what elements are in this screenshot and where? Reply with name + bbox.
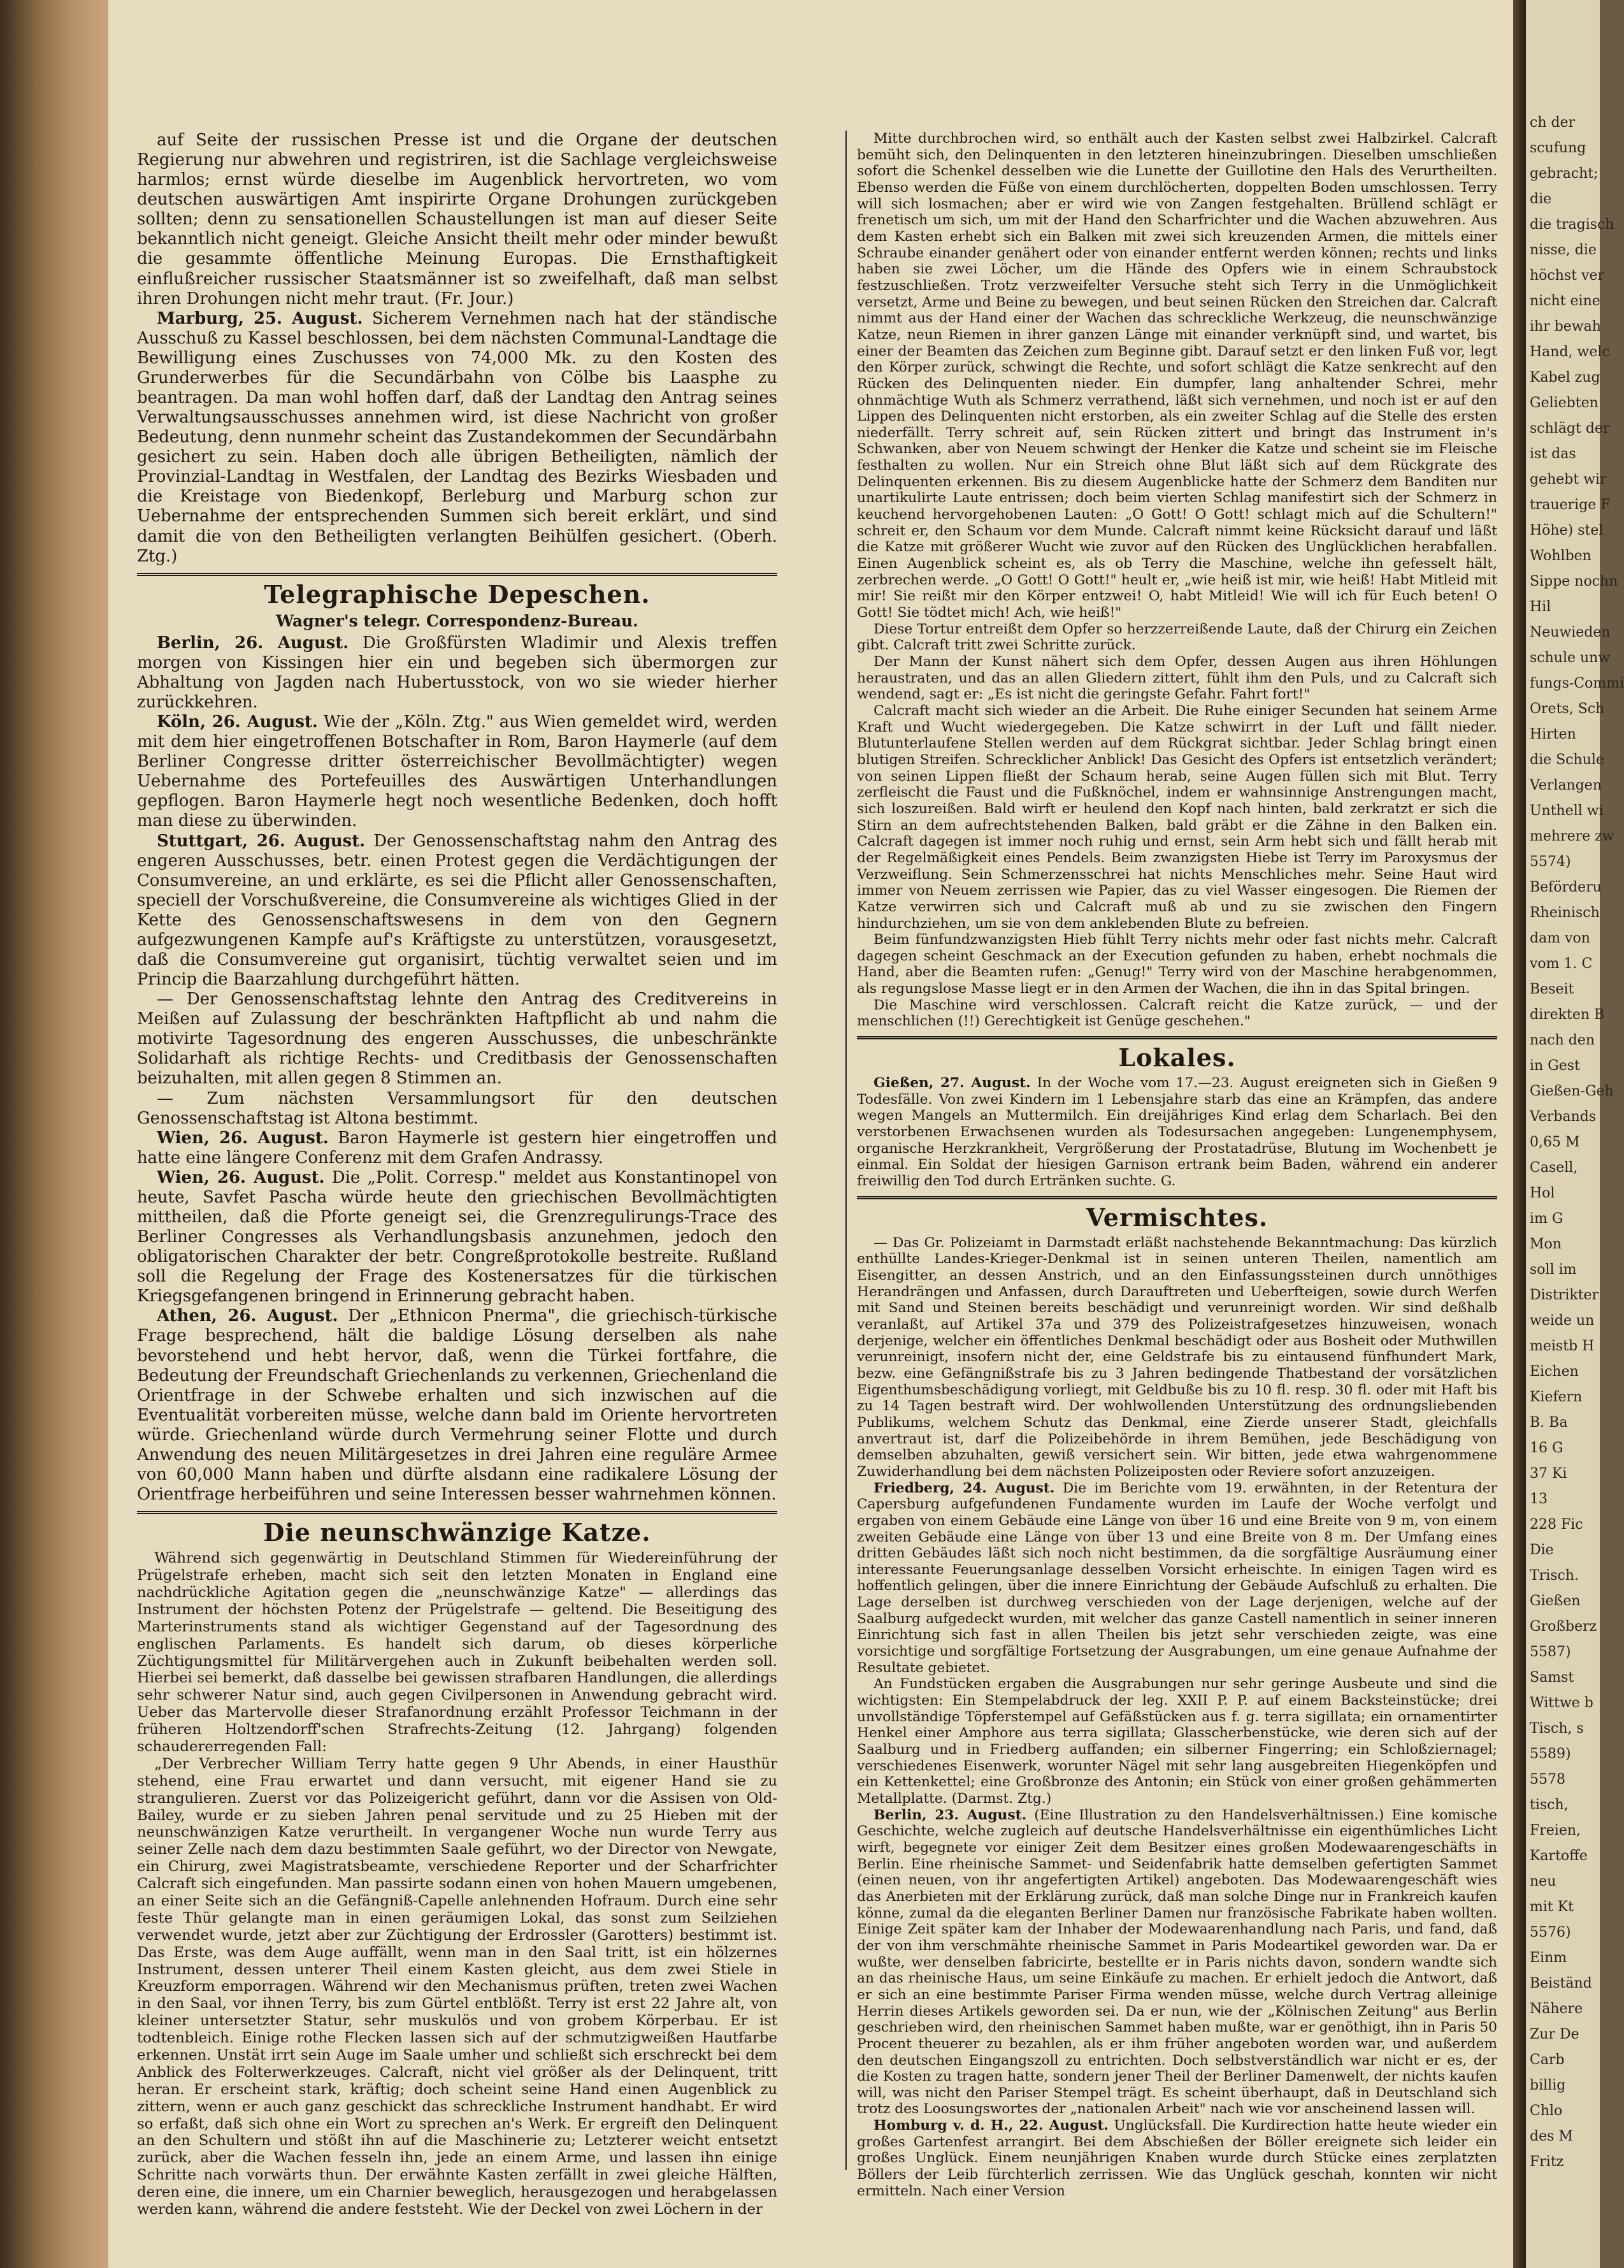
edge-fragment: Hol — [1530, 1185, 1555, 1201]
section-title-telegraphische-depeschen: Telegraphische Depeschen. — [264, 579, 650, 609]
misc-friedberg-text: Die im Berichte vom 19. erwähnten, in der Retentura der Capersburg aufgefundenen Fundamente wurden im Laufe der Woche verfolgt und ergaben von einem Gebäude eine Länge von über 16 und eine Breite von 9 m, von einem zweiten Gebäude eine Länge von über 13 und eine Breite von 8 m. Der Umfang eines dritten Gebäudes läßt sich noch nicht bestimmen, da die sorgfältige Ausräumung einer interessante Feuerungsanlage desselben Vorsicht erheischte. In einigen Tagen wird es hoffentlich gelingen, über die innere Einrichtung der Gebäude Aufschluß zu erhalten. Die Lage derselben ist durchweg verschieden von der Lage derjenigen, welche auf der Saalburg aufgedeckt wurden, mit welcher das ganze Castell namentlich in seiner inneren Einrichtung sich fast in allen Theilen bis jetzt sehr verschieden zeigte, was eine vorsichtige und sorgfältige Fortsetzung der Ausgrabungen, um eine genaue Aufnahme der Resultate gebietet. — [857, 1480, 1498, 1676]
edge-fragment: soll im — [1530, 1262, 1577, 1278]
dispatch-stuttgart — [137, 832, 777, 990]
edge-fragment: Verbands — [1530, 1109, 1597, 1125]
edge-fragment: 37 Ki — [1530, 1466, 1567, 1482]
edge-fragment: mehrere zw — [1530, 828, 1614, 844]
article-marburg — [137, 309, 777, 567]
edge-fragment: Beseit — [1530, 981, 1574, 997]
edge-fragment: Wohlben — [1530, 548, 1592, 564]
edge-fragment: höchst ver — [1530, 268, 1604, 284]
dispatch-wien-1 — [137, 1129, 777, 1168]
section-divider — [137, 573, 777, 576]
article-russian-press: auf Seite der russischen Presse ist und die Organe der deutschen Regierung nur abwehren und registriren, ist die Sachlage vergleichsweise harmlos; ernst würde dieselbe im Augenblick hervortreten, wo vom deutschen auswärtigen Amt inspirirte Organe Drohungen zurückgeben sollten; denn zu sensationellen Schaustellungen ist man auf dieser Seite bekanntlich nicht geneigt. Gleiche Ansicht theilt mehr oder minder bewußt die gesammte öffentliche Meinung Europas. Die Ernsthaftigkeit einflußreicher russischer Staatsmänner ist so zweifelhaft, daß man selbst ihren Drohungen nicht mehr traut. (Fr. Jour.) — [137, 131, 777, 308]
edge-fragment: des M — [1530, 2128, 1573, 2144]
edge-fragment: Höhe) stel — [1530, 523, 1604, 538]
edge-fragment: 16 G — [1530, 1440, 1563, 1456]
dispatch-wien-1-text: Baron Haymerle ist gestern hier eingetroffen und hatte eine längere Conferenz mit dem Grafen Andrassy. — [137, 1128, 777, 1167]
edge-fragment: nisse, die — [1530, 242, 1597, 258]
edge-fragment: Sippe nochn — [1530, 574, 1618, 589]
edge-fragment: Samst — [1530, 1670, 1574, 1686]
edge-fragment: ch der — [1530, 115, 1576, 131]
dispatch-stuttgart-text: Der Genossenschaftstag nahm den Antrag des engeren Ausschusses, betr. einen Protest gegen die Verdächtigungen der Consumvereine, an und erklärte, es sei die Pflicht aller Genossenschaften, speciell der Vorschußvereine, die Consumvereine als wichtiges Glied in der Kette des Genossenschaftswesens in dem von den Gegnern aufgezwungenen Kampfe auf's Kräftigste zu unterstützen, vorausgesetzt, daß die Consumvereine gut organisirt, tüchtig verwaltet seien und im Princip die Baarzahlung durchgeführt hätten. — [137, 831, 778, 990]
section-subtitle-bureau: Wagner's telegr. Correspondenz-Bureau. — [276, 611, 638, 630]
edge-fragment: Unthell wi — [1530, 803, 1604, 819]
edge-fragment: Trisch. — [1530, 1568, 1579, 1584]
misc-homburg-text: Unglücksfall. Die Kurdirection hatte heute wieder ein großes Gartenfest arrangirt. Bei dem Abschießen der Böller ereignete sich leider ein großes Unglück. Einem neunjährigen Knaben wurde durch Stücke eines zerplatzten Böllers der Leib fürchterlich zerrissen. Wie das Unglück geschah, konnten wir nicht ermitteln. Nach einer Version — [857, 2118, 1497, 2199]
book-spine — [0, 0, 108, 2268]
edge-fragment: Die — [1530, 1542, 1554, 1558]
edge-fragment: Tisch, s — [1530, 1721, 1584, 1737]
edge-fragment: Gießen-Geh — [1530, 1083, 1614, 1099]
misc-friedberg — [857, 1480, 1497, 1677]
edge-fragment: neu — [1530, 1874, 1556, 1889]
edge-fragment: ist das — [1530, 446, 1576, 462]
edge-fragment: Kiefern — [1530, 1389, 1583, 1405]
edge-fragment: nicht eine — [1530, 293, 1600, 309]
edge-fragment: Fritz — [1530, 2154, 1564, 2170]
right-column — [857, 131, 1497, 2199]
page-gutter — [1513, 0, 1526, 2268]
edge-fragment: schule unw — [1530, 650, 1611, 666]
dateline-athen: Athen, 26. August. — [157, 1306, 338, 1326]
misc-berlin-text: (Eine Illustration zu den Handelsverhältnissen.) Eine komische Geschichte, welche zugleich auf deutsche Handelsverhältnisse ein eigenthümliches Licht wirft, begegnete vor einiger Zeit dem Besitzer eines großen Modewaarengeschäfts in Berlin. Eine rheinische Sammet- und Seidenfabrik hatte demselben gefertigten Sammet (einen neuen, von ihr angefertigten Artikel) angeboten. Das Modewaarengeschäft wies das Anerbieten mit der Erklärung zurück, daß man solche Dinge nur in Frankreich kaufen könne, zumal da die eleganten Berliner Damen nur französische Fabrikate haben wollten. Einige Zeit später kam der Inhaber der Modewaarenhandlung nach Paris, und fand, daß der von ihm verschmähte rheinische Sammet in Paris Modeartikel geworden war. Da er wußte, wer denselben fabricirte, bestellte er in Paris nichts davon, sondern wandte sich an das rheinische Haus, um seine Einkäufe zu machen. Er erhielt jedoch die Antwort, daß er sich an eine bestimmte Pariser Firma wenden müsse, welche durch Vertrag alleinige Herrin dieses Artikels geworden sei. Da er nun, wie der „Kölnischen Zeitung" aus Berlin geschrieben wird, den rheinischen Sammet haben mußte, war er genöthigt, ihn in Paris 50 Procent theuerer zu bezahlen, als er ihm früher angeboten worden war, und außerdem den deutschen Eingangszoll zu entrichten. Doch selbstverständlich war nicht er es, der die Kosten zu tragen hatte, sondern jener Theil der Berliner Damenwelt, der nichts kaufen will, was nicht den Pariser Stempel trägt. Es scheint überhaupt, daß in Deutschland sich trotz des Loosungswortes der „nationalen Arbeit" nach wie vor anscheinend lassen will. — [857, 1807, 1497, 2118]
article-katze-intro: Während sich gegenwärtig in Deutschland Stimmen für Wiedereinführung der Prügelstrafe erheben, macht sich seit den letzten Monaten in England eine nachdrückliche Agitation gegen die „neunschwänzige Katze" — allerdings das Instrument der höchsten Potenz der Prügelstrafe — geltend. Die Beseitigung des Marterinstruments stand als wichtiger Gegenstand auf der Tagesordnung des englischen Parlaments. Es handelt sich darum, ob dieses körperliche Züchtigungsmittel für Militärvergehen auch in Zukunft beibehalten werden soll. Hierbei sei bemerkt, daß dasselbe bei gewissen strafbaren Handlungen, die allerdings sehr schwerer Natur sind, auch gegen Civilpersonen in Anwendung gebracht wird. Ueber das Martervolle dieser Strafanordnung erzählt Professor Teichmann in der früheren Holtzendorff'schen Strafrechts-Zeitung (12. Jahrgang) folgenden schaudererregenden Fall: — [137, 1550, 777, 1755]
edge-fragment: Kabel zug — [1530, 370, 1600, 386]
article-katze-p3: Der Mann der Kunst nähert sich dem Opfer, dessen Augen aus ihren Höhlungen heraustraten, und das an allen Gliedern zittert, fühlt ihm den Puls, und zu Calcraft sich wendend, sagt er: „Es ist nicht die geringste Gefahr. Fahrt fort!" — [857, 654, 1497, 703]
article-katze-p2: Diese Tortur entreißt dem Opfer so herzzerreißende Laute, daß der Chirurg ein Zeichen gibt. Calcraft tritt zwei Schritte zurück. — [857, 621, 1497, 654]
dispatch-koeln-text: Wie der „Köln. Ztg." aus Wien gemeldet wird, werden mit dem hier eingetroffenen Botschafter in Rom, Baron Haymerle (auf dem Berliner Congresse dritter österreichischer Bevollmächtigter) wegen Uebernahme des Portefeuilles des Auswärtigen Unterhandlungen gepflogen. Baron Haymerle hegt noch wesentliche Bedenken, doch hofft man diese zu überwinden. — [137, 712, 777, 831]
edge-fragment: weide un — [1530, 1313, 1595, 1329]
misc-homburg — [857, 2118, 1497, 2199]
dateline-friedberg: Friedberg, 24. August. — [873, 1480, 1055, 1496]
edge-fragment: Neuwieden — [1530, 625, 1611, 640]
edge-fragment: Kartoffe — [1530, 1848, 1588, 1864]
edge-fragment: Casell, — [1530, 1160, 1578, 1176]
edge-fragment: Mon — [1530, 1236, 1562, 1252]
edge-fragment: in Gest — [1530, 1058, 1580, 1074]
section-divider — [137, 1511, 777, 1514]
local-giessen-text: In der Woche vom 17.—23. August ereigneten sich in Gießen 9 Todesfälle. Von zwei Kindern im 1 Lebensjahre starb das eine an Krämpfen, das andere wegen Mangels an Muttermilch. Ein dreijähriges Kind erlag dem Scharlach. Bei den verstorbenen Erwachsenen wurden als Todesursachen angegeben: Lungenemphysem, organische Herzkrankheit, Vergrößerung der Prostatadrüse, Blutung im Wochenbett je einmal. Ein Soldat der hiesigen Garnison ertrank beim Baden, während ein anderer freiwillig den Tod durch Ertränken suchte. G. — [857, 1075, 1498, 1190]
dispatch-stuttgart-3: — Zum nächsten Versammlungsort für den deutschen Genossenschaftstag ist Altona bestimmt. — [137, 1088, 777, 1128]
edge-fragment: direkten B — [1530, 1007, 1605, 1023]
edge-fragment: Beiständ — [1530, 1975, 1592, 1991]
edge-fragment: Hand, welc — [1530, 344, 1610, 360]
dateline-giessen: Gießen, 27. August. — [873, 1075, 1031, 1092]
edge-fragment: Geliebten — [1530, 395, 1599, 411]
edge-fragment: 5576) — [1530, 1925, 1571, 1940]
edge-fragment: Eichen — [1530, 1364, 1579, 1380]
section-title-lokales: Lokales. — [1118, 1043, 1236, 1073]
edge-fragment: Orets, Sch — [1530, 701, 1605, 717]
dispatch-berlin — [137, 633, 777, 712]
edge-fragment: Zur De — [1530, 2026, 1579, 2042]
edge-fragment: scufung — [1530, 140, 1586, 156]
edge-fragment: mit Kt — [1530, 1899, 1574, 1915]
dispatch-athen-text: Der „Ethnicon Pnerma", die griechisch-türkische Frage besprechend, hält die baldige Lösung derselben als nahe bevorstehend und hebt hervor, daß, wenn die Türkei fortfahre, die Bedeutung der Freundschaft Griechenlands zu verkennen, Griechenland die Orientfrage in der Schwebe erhalten und sich inzwischen auf die Eventualität vorbereiten müsse, welche dann bald im Oriente hervortreten würde. Griechenland würde durch Vermehrung seiner Flotte und durch Anwendung des neuen Militärgesetzes in drei Jahren eine reguläre Armee von 60,000 Mann haben und dürfte alsdann eine radikalere Lösung der Orientfrage herbeiführen und seine Interessen besser wahrnehmen können. — [137, 1306, 777, 1505]
dateline-marburg: Marburg, 25. August. — [157, 308, 363, 328]
section-divider — [857, 1196, 1497, 1199]
edge-fragment: Hil — [1530, 599, 1551, 615]
edge-fragment: Einm — [1530, 1950, 1567, 1966]
misc-berlin — [857, 1807, 1497, 2118]
article-katze-p5: Beim fünfundzwanzigsten Hieb fühlt Terry nichts mehr oder fast nichts mehr. Calcraft dagegen scheint Geschmack an der Execution gefunden zu haben, erhebt nochmals die Hand, aber die Beamten rufen: „Genug!" Terry wird von der Maschine herabgenommen, als regungslose Masse liegt er in den Armen der Wachen, die ihn in das Spital bringen. — [857, 932, 1497, 997]
edge-fragment: 5578 — [1530, 1772, 1565, 1788]
dispatch-wien-2 — [137, 1168, 777, 1307]
edge-fragment: Chlo — [1530, 2103, 1563, 2119]
edge-fragment: 5587) — [1530, 1644, 1571, 1660]
left-column — [137, 131, 777, 2218]
article-katze-continued: Mitte durchbrochen wird, so enthält auch der Kasten selbst zwei Halbzirkel. Calcraft bemüht sich, den Delinquenten in den letzteren hineinzubringen. Dieselben umschließen sofort die Schenkel desselben wie die Lunette der Guillotine den Hals des Verurtheilten. Ebenso werden die Füße von einem durchlöcherten, doppelten Boden umschlossen. Terry will sich losmachen; aber er wird wie von Zangen festgehalten. Brüllend schlägt er frenetisch um sich, um mit der Hand den Scharfrichter und die Wachen abzuwehren. Aus dem Kasten erhebt sich ein Balken mit zwei sich kreuzenden Armen, die mittels einer Schraube einander genähert oder von einander entfernt werden können; rechts und links haben sie zwei Löcher, um die Hände des Opfers wie in einem Schraubstock festzuschließen. Trotz verzweifelter Versuche steht sich Terry in die Unmöglichkeit versetzt, Arme und Beine zu bewegen, und beut seinen Rücken den Streichen dar. Calcraft nimmt aus der Hand einer der Wachen das schreckliche Werkzeug, die neunschwänzige Katze, neun Riemen in ihrer ganzen Länge mit einander verknüpft sind, und wartet, bis einer der Beamten das Zeichen zum Beginne gibt. Darauf setzt er den linken Fuß vor, legt den Körper zurück, schwingt die Rechte, und sofort schlägt die Katze senkrecht auf den Rücken des Delinquenten nieder. Ein dumpfer, lang anhaltender Schrei, mehr ohnmächtige Wuth als Schmerz verrathend, läßt sich vernehmen, und noch ist er auf den Lippen des Delinquenten nicht erstorben, als ein zweiter Schlag auf die Stelle des ersten niederfällt. Terry schreit auf, sein Rücken zittert und bringt das Instrument in's Schwanken, aber von Neuem schwingt der Henker die Katze und scheint sie im Fleische festhalten zu wollen. Nur ein Streich ohne Blut läßt sich auf dem Rückgrate des Delinquenten erkennen. Bis zu diesem Augenblicke hatte der Schmerz dem Banditen nur unartikulirte Laute entrissen; doch beim vierten Schlag manifestirt sich der Schmerz in keuchend hervorgehobenen Lauten: „O Gott! O Gott! schlagt mich auf die Schultern!" schreit er, den Schaum vor dem Munde. Calcraft nimmt keine Rücksicht darauf und läßt die Katze mit größerer Wucht wie zuvor auf den Rücken des Unglücklichen herabfallen. Einen Augenblick scheint es, als ob Terry die Maschine, welche ihn gefesselt hält, zerbrechen werde. „O Gott! O Gott!" heult er, „wie heiß ist mir, wie heiß! Habt Mitleid mit mir! Sie reißt mir den Körper entzwei! O, habt Mitleid! Wie will ich für Euch beten! O Gott! Sie tödtet mich! Ach, wie heiß!" — [857, 131, 1497, 621]
edge-fragment: im G — [1530, 1211, 1563, 1227]
edge-fragment: gehebt wir — [1530, 472, 1607, 488]
edge-fragment: die — [1530, 191, 1552, 207]
edge-fragment: Distrikter — [1530, 1287, 1599, 1303]
edge-fragment: Carb — [1530, 2052, 1565, 2068]
edge-fragment: Wittwe b — [1530, 1695, 1593, 1711]
edge-fragment: Hirten — [1530, 726, 1576, 742]
section-title-katze: Die neunschwänzige Katze. — [263, 1518, 651, 1547]
edge-fragment: 228 Fic — [1530, 1517, 1583, 1533]
edge-fragment: dam von — [1530, 930, 1590, 946]
edge-fragment: 13 — [1530, 1491, 1548, 1507]
adjacent-page-edge — [1526, 0, 1624, 2268]
dispatch-wien-2-text: Die „Polit. Corresp." meldet aus Konstantinopel von heute, Savfet Pascha würde heute den griechischen Bevollmächtigten mittheilen, daß die Pforte geneigt sei, die Grenzregulirungs-Trace des Berliner Congresses als Verhandlungsbasis anzunehmen, jedoch den obligatorischen Charakter der betr. Congreßprotokolle bestreite. Rußland soll die Regelung der Frage des Kostenersatzes für die türkischen Kriegsgefangenen bringend in Erinnerung gebracht haben. — [137, 1167, 777, 1306]
section-divider — [857, 1036, 1497, 1039]
edge-fragment: meistb H — [1530, 1338, 1595, 1354]
edge-fragment: Großberz — [1530, 1619, 1597, 1635]
edge-fragment: 5589) — [1530, 1746, 1571, 1762]
edge-fragment: 0,65 M — [1530, 1134, 1580, 1150]
edge-fragment: Nähere — [1530, 2001, 1583, 2017]
dateline-berlin: Berlin, 26. August. — [157, 633, 349, 653]
article-marburg-text: Sicherem Vernehmen nach hat der ständische Ausschuß zu Kassel beschlossen, bei dem nächsten Communal-Landtage die Bewilligung eines Zuschusses von 74,000 Mk. zu den Kosten des Grunderwerbes für die Secundärbahn von Cölbe bis Laasphe zu beantragen. Da man wohl hoffen darf, daß der Landtag den Antrag seines Verwaltungsausschusses annehmen wird, ist diese Nachricht von großer Bedeutung, denn nunmehr scheint das Zustandekommen der Secundärbahn gesichert zu sein. Haben doch alle übrigen Betheiligten, nämlich der Provinzial-Landtag in Westfalen, der Landtag des Bezirks Wiesbaden und die Kreistage von Biedenkopf, Berleburg und Marburg schon zur Uebernahme der entsprechenden Summen sich bereit erklärt, und sind damit die von den Betheiligten verlangten Beihülfen gesichert. (Oberh. Ztg.) — [137, 308, 778, 566]
dateline-wien-2: Wien, 26. August. — [157, 1167, 325, 1187]
edge-fragment: B. Ba — [1530, 1415, 1568, 1431]
local-giessen — [857, 1075, 1497, 1190]
misc-darmstadt: — Das Gr. Polizeiamt in Darmstadt erläßt nachstehende Bekanntmachung: Das kürzlich enthüllte Landes-Krieger-Denkmal ist in seinen unteren Theilen, namentlich am Eisengitter, an dessen Anstrich, und an den Einfassungssteinen durch unnöthiges Herandrängen und Anfassen, durch Darauftreten und Ueberfteigen, sowie durch Werfen mit Sand und Steinen bereits beschädigt und verunreinigt worden. Wir sind deßhalb veranlaßt, auf Artikel 37a und 379 des Polizeistrafgesetzes hinzuweisen, wonach derjenige, welcher ein öffentliches Denkmal beschädigt oder aus Bosheit oder Muthwillen verunreinigt, insofern nicht der, eine Geldstrafe bis zu eintausend fünfhundert Mark, bezw. eine Gefängnißstrafe bis zu 3 Jahren bedingende Thatbestand der vorsätzlichen Eigenthumsbeschädigung vorliegt, mit Geldbuße bis zu 10 fl. resp. 30 fl. oder mit Haft bis zu 14 Tagen bestraft wird. Der wohlwollenden Unterstützung des ordnungsliebenden Publikums, welchem Schutz das Denkmal, eine Zierde unserer Stadt, gleichfalls anvertraut ist, darf die Polizeibehörde in ihrem Bemühen, jede Beschädigung von demselben abzuhalten, gewiß versichert sein. Wir bitten, jede etwa wahrgenommene Zuwiderhandlung bei dem nächsten Polizeiposten oder Reviere sofort anzuzeigen. — [857, 1234, 1497, 1480]
edge-fragment: nach den — [1530, 1032, 1595, 1048]
edge-fragment: ihr bewah — [1530, 319, 1601, 335]
edge-fragment: gebracht; — [1530, 166, 1599, 182]
edge-fragment: die Schule — [1530, 752, 1604, 768]
edge-fragment: trauerige F — [1530, 497, 1611, 513]
edge-fragment: billig — [1530, 2077, 1566, 2093]
column-rule — [845, 131, 847, 2170]
edge-fragment: schlägt der — [1530, 421, 1610, 437]
edge-fragment: Rheinisch — [1530, 905, 1600, 921]
edge-fragment: 5574) — [1530, 854, 1571, 870]
edge-fragment: Verlangen — [1530, 777, 1602, 793]
section-title-vermischtes: Vermischtes. — [1086, 1203, 1268, 1232]
dateline-koeln: Köln, 26. August. — [157, 712, 318, 732]
edge-fragment: tisch, — [1530, 1797, 1569, 1813]
misc-friedberg-finds: An Fundstücken ergaben die Ausgrabungen nur sehr geringe Ausbeute und sind die wichtigsten: Ein Stempelabdruck der leg. XXII P. P. auf einem Backsteinstücke; drei unvollständige Töpferstempel auf Gefäßstücken aus f. g. terra sigillata; ein ornamentirter Henkel einer Amphore aus terra sigillata; Glasscherbenstücke, wie deren sich auf der Saalburg und in Friedberg auffanden; ein silberner Fingerring; ein Schloßziernagel; verschiedenes Eisenwerk, worunter Nägel mit sehr lang ausgebreiten Hiegenköpfen und ein Kettenkettel; eine Großbronze des Antonin; ein Stück von einer großen gehämmerten Metallplatte. (Darmst. Ztg.) — [857, 1676, 1497, 1807]
article-katze-p4: Calcraft macht sich wieder an die Arbeit. Die Ruhe einiger Secunden hat seinem Arme Kraft und Wucht wiedergegeben. Die Katze schwirrt in der Luft und fällt nieder. Blutunterlaufene Stellen werden auf dem Rückgrat sichtbar. Jeder Schlag bringt einen blutigen Streifen. Schrecklicher Anblick! Das Gesicht des Opfers ist entsetzlich verändert; von seinen Lippen fließt der Schaum herab, seine Augen füllen sich mit Blut. Terry zerfleischt die Faust und die Fußknöchel, indem er wahnsinnige Anstrengungen macht, sich loszureißen. Bald wirft er heulend den Kopf nach hinten, bald zerkratzt er sich die Stirn an dem aufrechtstehenden Balken, bald gräbt er die Zähne in den Balken ein. Calcraft dagegen ist immer noch ruhig und ernst, sein Arm hebt sich und fällt herab mit der Regelmäßigkeit eines Pendels. Beim zwanzigsten Hiebe ist Terry im Paroxysmus der Verzweiflung. Sein Schmerzensschrei hat nichts Menschliches mehr. Seine Haut wird immer von Neuem zerrissen wie Papier, das zu viel Wasser eingesogen. Die Riemen der Katze verwirren sich und Calcraft muß ab und zu sie zwischen den Fingern hindurchziehen, um sie von dem anklebenden Blute zu befreien. — [857, 702, 1497, 932]
edge-fragment: die tragisch — [1530, 217, 1614, 233]
dispatch-koeln — [137, 712, 777, 831]
dispatch-berlin-text: Die Großfürsten Wladimir und Alexis treffen morgen von Kissingen hier ein und begeben sich übermorgen zur Abhaltung von Jagden nach Hubertusstock, von wo sie wieder hierher zurückkehren. — [137, 633, 778, 712]
edge-fragment: Beförderu — [1530, 879, 1602, 895]
edge-fragment: Freien, — [1530, 1823, 1581, 1838]
dateline-wien-1: Wien, 26. August. — [157, 1128, 329, 1148]
dateline-homburg: Homburg v. d. H., 22. August. — [873, 2118, 1109, 2134]
edge-fragment: Gießen — [1530, 1593, 1581, 1609]
article-katze-p6: Die Maschine wird verschlossen. Calcraft reicht die Katze zurück, — und der menschlichen (!!) Gerechtigkeit ist Genüge geschehen." — [857, 997, 1497, 1030]
article-katze-story: „Der Verbrecher William Terry hatte gegen 9 Uhr Abends, in einer Hausthür stehend, eine Frau erwartet und dann versucht, mit eigener Hand sie zu strangulieren. Zuerst vor das Polizeigericht geführt, dann vor die Assisen von Old-Bailey, wurde er zu sieben Jahren penal servitude und zu 25 Hieben mit der neunschwänzigen Katze verurtheilt. In vergangener Woche nun wurde Terry aus seiner Zelle nach dem dazu bestimmten Saale geführt, wo der Director von Newgate, ein Chirurg, zwei Magistratsbeamte, verschiedene Reporter und der Scharfrichter Calcraft sich eingefunden. Man passirte sodann einen von hohen Mauern umgebenen, an einer Seite sich an die Gefängniß-Capelle anlehnenden Hofraum. Durch eine sehr feste Thür gelangte man in einen geräumigen Lokal, das sonst zum Seilziehen verwendet wurde, jetzt aber zur Züchtigung der Erdrossler (Garotters) bestimmt ist. Das Erste, was dem Auge auffällt, wenn man in den Saal tritt, ist ein hölzernes Instrument, dessen unterer Theil einem Kasten gleicht, aus dem zwei Stiele in Kreuzform emporragen. Während wir den Mechanismus prüften, treten zwei Wachen in den Saal, vor ihnen Terry, bis zum Gürtel entblößt. Terry ist erst 22 Jahre alt, von kleiner untersetzter Statur, sehr muskulös und von grobem Körperbau. Er ist todtenbleich. Einige rothe Flecken lassen sich auf der schmutzigweißen Hautfarbe erkennen. Unstät irrt sein Auge im Saale umher und schließt sich erschreckt bei dem Anblick des Folterwerkzeuges. Calcraft, nicht viel größer als der Delinquent, tritt heran. Er erscheint stark, kräftig; doch scheint seine Hand einen Augenblick zu zittern, wenn er auch ganz geschickt das schreckliche Instrument handhabt. Er wird so erfaßt, daß sich ohne ein Wort zu sprechen an's Werk. Er ergreift den Delinquent an den Schultern und stößt ihn auf die Maschinerie zu; Letzterer weicht entsetzt zurück, aber die Wachen fesseln ihn, jede an einem Arme, und lassen ihn einige Schritte nach vorwärts thun. Der erwähnte Kasten zerfällt in zwei gleiche Hälften, deren eine, die innere, um ein Charnier beweglich, herausgezogen und herabgelassen werden kann, während die andere feststeht. Wie der Deckel von zwei Löchern in der — [137, 1755, 777, 2218]
dateline-stuttgart: Stuttgart, 26. August. — [157, 831, 366, 851]
dispatch-athen — [137, 1306, 777, 1505]
dateline-berlin-misc: Berlin, 23. August. — [873, 1807, 1027, 1823]
edge-fragment: vom 1. C — [1530, 956, 1593, 972]
edge-fragment: fungs-Commi — [1530, 675, 1624, 691]
dispatch-stuttgart-2: — Der Genossenschaftstag lehnte den Antrag des Creditvereins in Meißen auf Zulassung der beschränkten Haftpflicht ab und nahm die motivirte Tagesordnung des engeren Ausschusses, die unbeschränkte Solidarhaft als richtige Rechts- und Creditbasis der Genossenschaften beizuhalten, mit allen gegen 8 Stimmen an. — [137, 990, 777, 1088]
